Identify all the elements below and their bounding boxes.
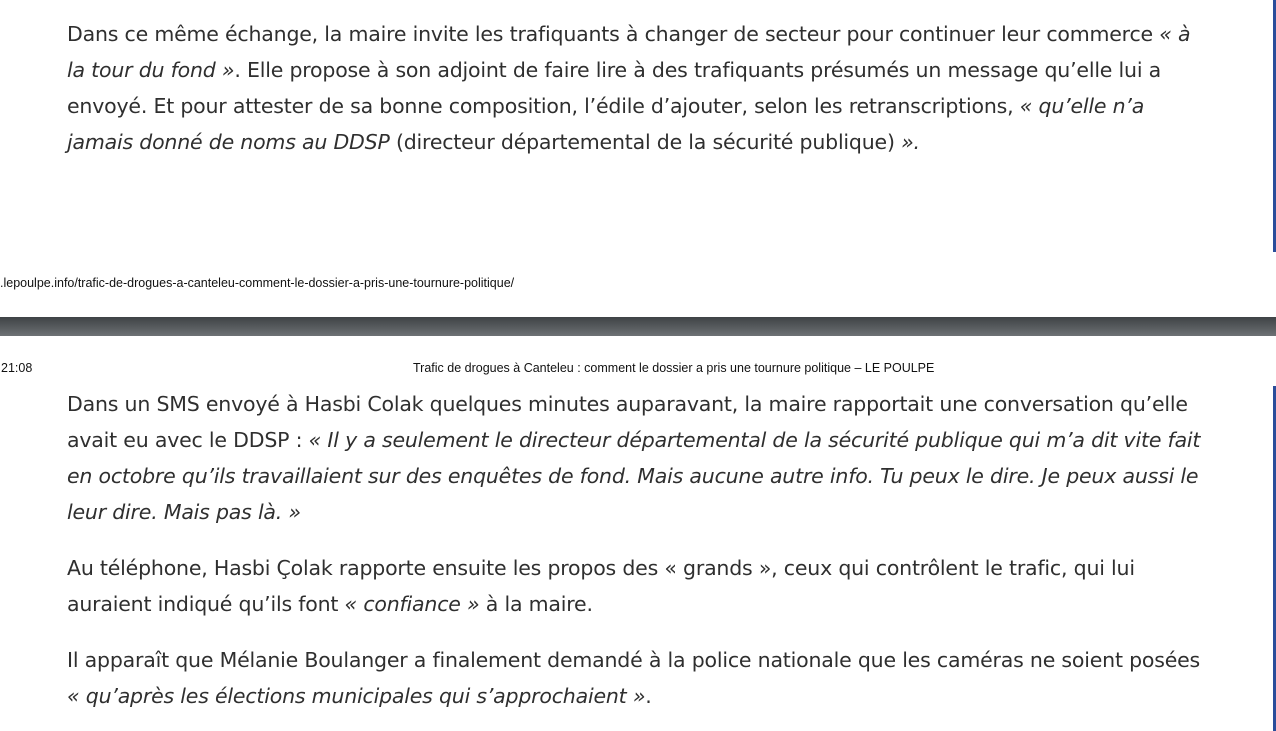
quote-close: ». [901, 130, 920, 154]
quote-ddsp: « qu’elle n’a jamais donné de noms au DDSP [67, 94, 1145, 154]
paragraph-maire-invite [67, 16, 1207, 160]
paragraph-text: (directeur départemental de la sécurité publique) [389, 130, 902, 154]
print-document-title: Trafic de drogues à Canteleu : comment le dossier a pris une tournure politique – LE POULPE [413, 361, 935, 375]
article-body-top [67, 16, 1207, 160]
paragraph-text: à la maire. [479, 592, 593, 616]
paragraph-sms [67, 386, 1207, 530]
quote-confiance: « confiance » [344, 592, 480, 616]
paragraph-cameras [67, 642, 1207, 714]
paragraph-text: Dans ce même échange, la maire invite les trafiquants à changer de secteur pour continuer leur commerce [67, 22, 1160, 46]
quote-tour-du-fond: « à la tour du fond » [67, 22, 1191, 82]
quote-elections: « qu’après les élections municipales qui s’approchaient » [67, 684, 646, 708]
article-body-bottom [67, 386, 1207, 714]
print-time: 21:08 [1, 361, 33, 375]
quote-sms: « Il y a seulement le directeur départemental de la sécurité publique qui m’a dit vite fait en octobre qu’ils travaillaient sur des enquêtes de fond. Mais aucune autre info. Tu peux le dire. Je peux aussi le leur dire. Mais pas là. » [67, 428, 1201, 524]
paragraph-text: Au téléphone, Hasbi Çolak rapporte ensuite les propos des « grands », ceux qui contrôlent le trafic, qui lui auraient indiqué qu’ils font [67, 556, 1135, 616]
paragraph-telephone [67, 550, 1207, 622]
page-break-divider [0, 317, 1276, 336]
paragraph-text: . [645, 684, 652, 708]
print-footer-url: .lepoulpe.info/trafic-de-drogues-a-canteleu-comment-le-dossier-a-pris-une-tournure-politique/ [0, 276, 515, 290]
paragraph-text: Il apparaît que Mélanie Boulanger a finalement demandé à la police nationale que les caméras ne soient posées [67, 648, 1201, 672]
paragraph-text: Dans un SMS envoyé à Hasbi Colak quelques minutes auparavant, la maire rapportait une conversation qu’elle avait eu avec le DDSP : [67, 392, 1188, 452]
paragraph-text: . Elle propose à son adjoint de faire lire à des trafiquants présumés un message qu’elle lui a envoyé. Et pour attester de sa bonne composition, l’édile d’ajouter, selon les retranscriptions, [67, 58, 1162, 118]
